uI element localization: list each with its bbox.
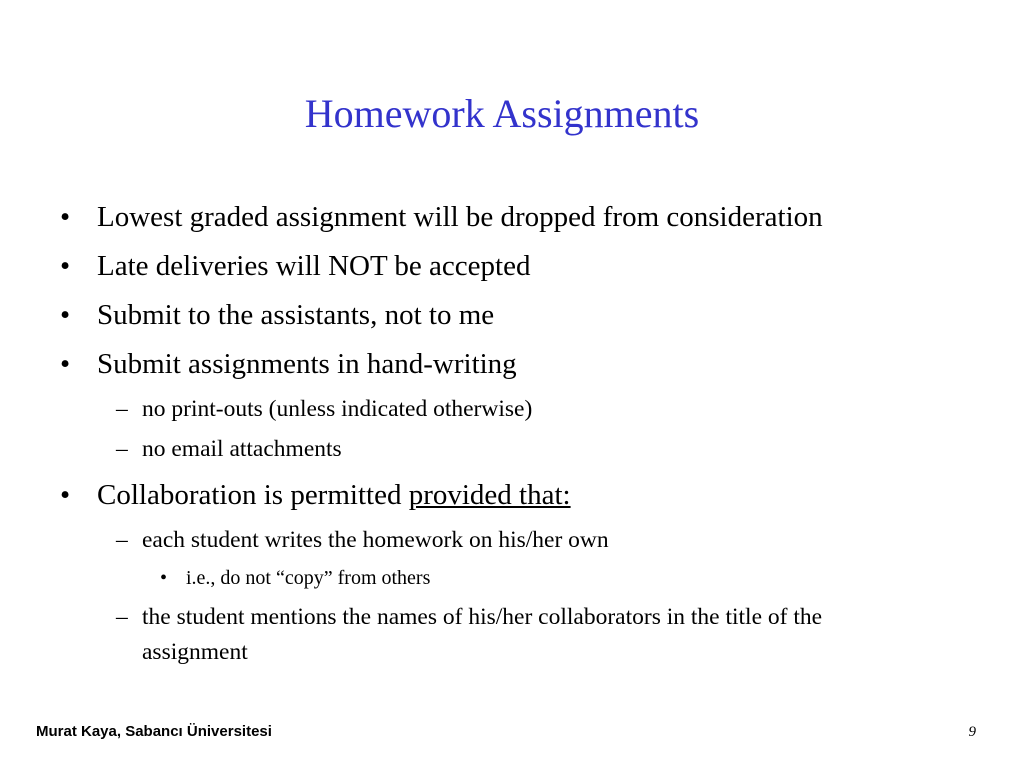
bullet-text: Lowest graded assignment will be dropped from consideration — [97, 201, 823, 233]
sub-bullet-text: no print-outs (unless indicated otherwise) — [142, 396, 533, 422]
sub-bullet-text: no email attachments — [142, 436, 342, 462]
page-number: 9 — [968, 724, 976, 740]
sub-bullet-text: the student mentions the names of his/her collaborators in the title of the — [142, 604, 823, 630]
bullet-marker: • — [60, 479, 71, 511]
slide-title: Homework Assignments — [304, 91, 700, 136]
sub-sub-bullet-text: i.e., do not “copy” from others — [186, 567, 431, 589]
dash-marker: – — [116, 396, 128, 422]
underlined-text: provided that: — [408, 479, 571, 511]
footer-author: Murat Kaya, Sabancı Üniversitesi — [36, 723, 272, 740]
bullet-text: Late deliveries will NOT be accepted — [97, 250, 531, 282]
bullet-text: Submit assignments in hand-writing — [97, 348, 517, 380]
dash-marker: – — [116, 436, 128, 462]
dash-marker: – — [116, 604, 128, 630]
bullet-marker: • — [160, 567, 168, 589]
bullet-text-with-underline — [97, 478, 571, 512]
sub-bullet-text: each student writes the homework on his/her own — [142, 527, 609, 553]
bullet-marker: • — [60, 201, 71, 233]
sub-bullet-text-continued: assignment — [142, 639, 248, 665]
bullet-text: Collaboration is permitted — [97, 479, 409, 511]
bullet-marker: • — [60, 250, 71, 282]
dash-marker: – — [116, 527, 128, 553]
bullet-marker: • — [60, 348, 71, 380]
bullet-text: Submit to the assistants, not to me — [97, 299, 495, 331]
bullet-marker: • — [60, 299, 71, 331]
